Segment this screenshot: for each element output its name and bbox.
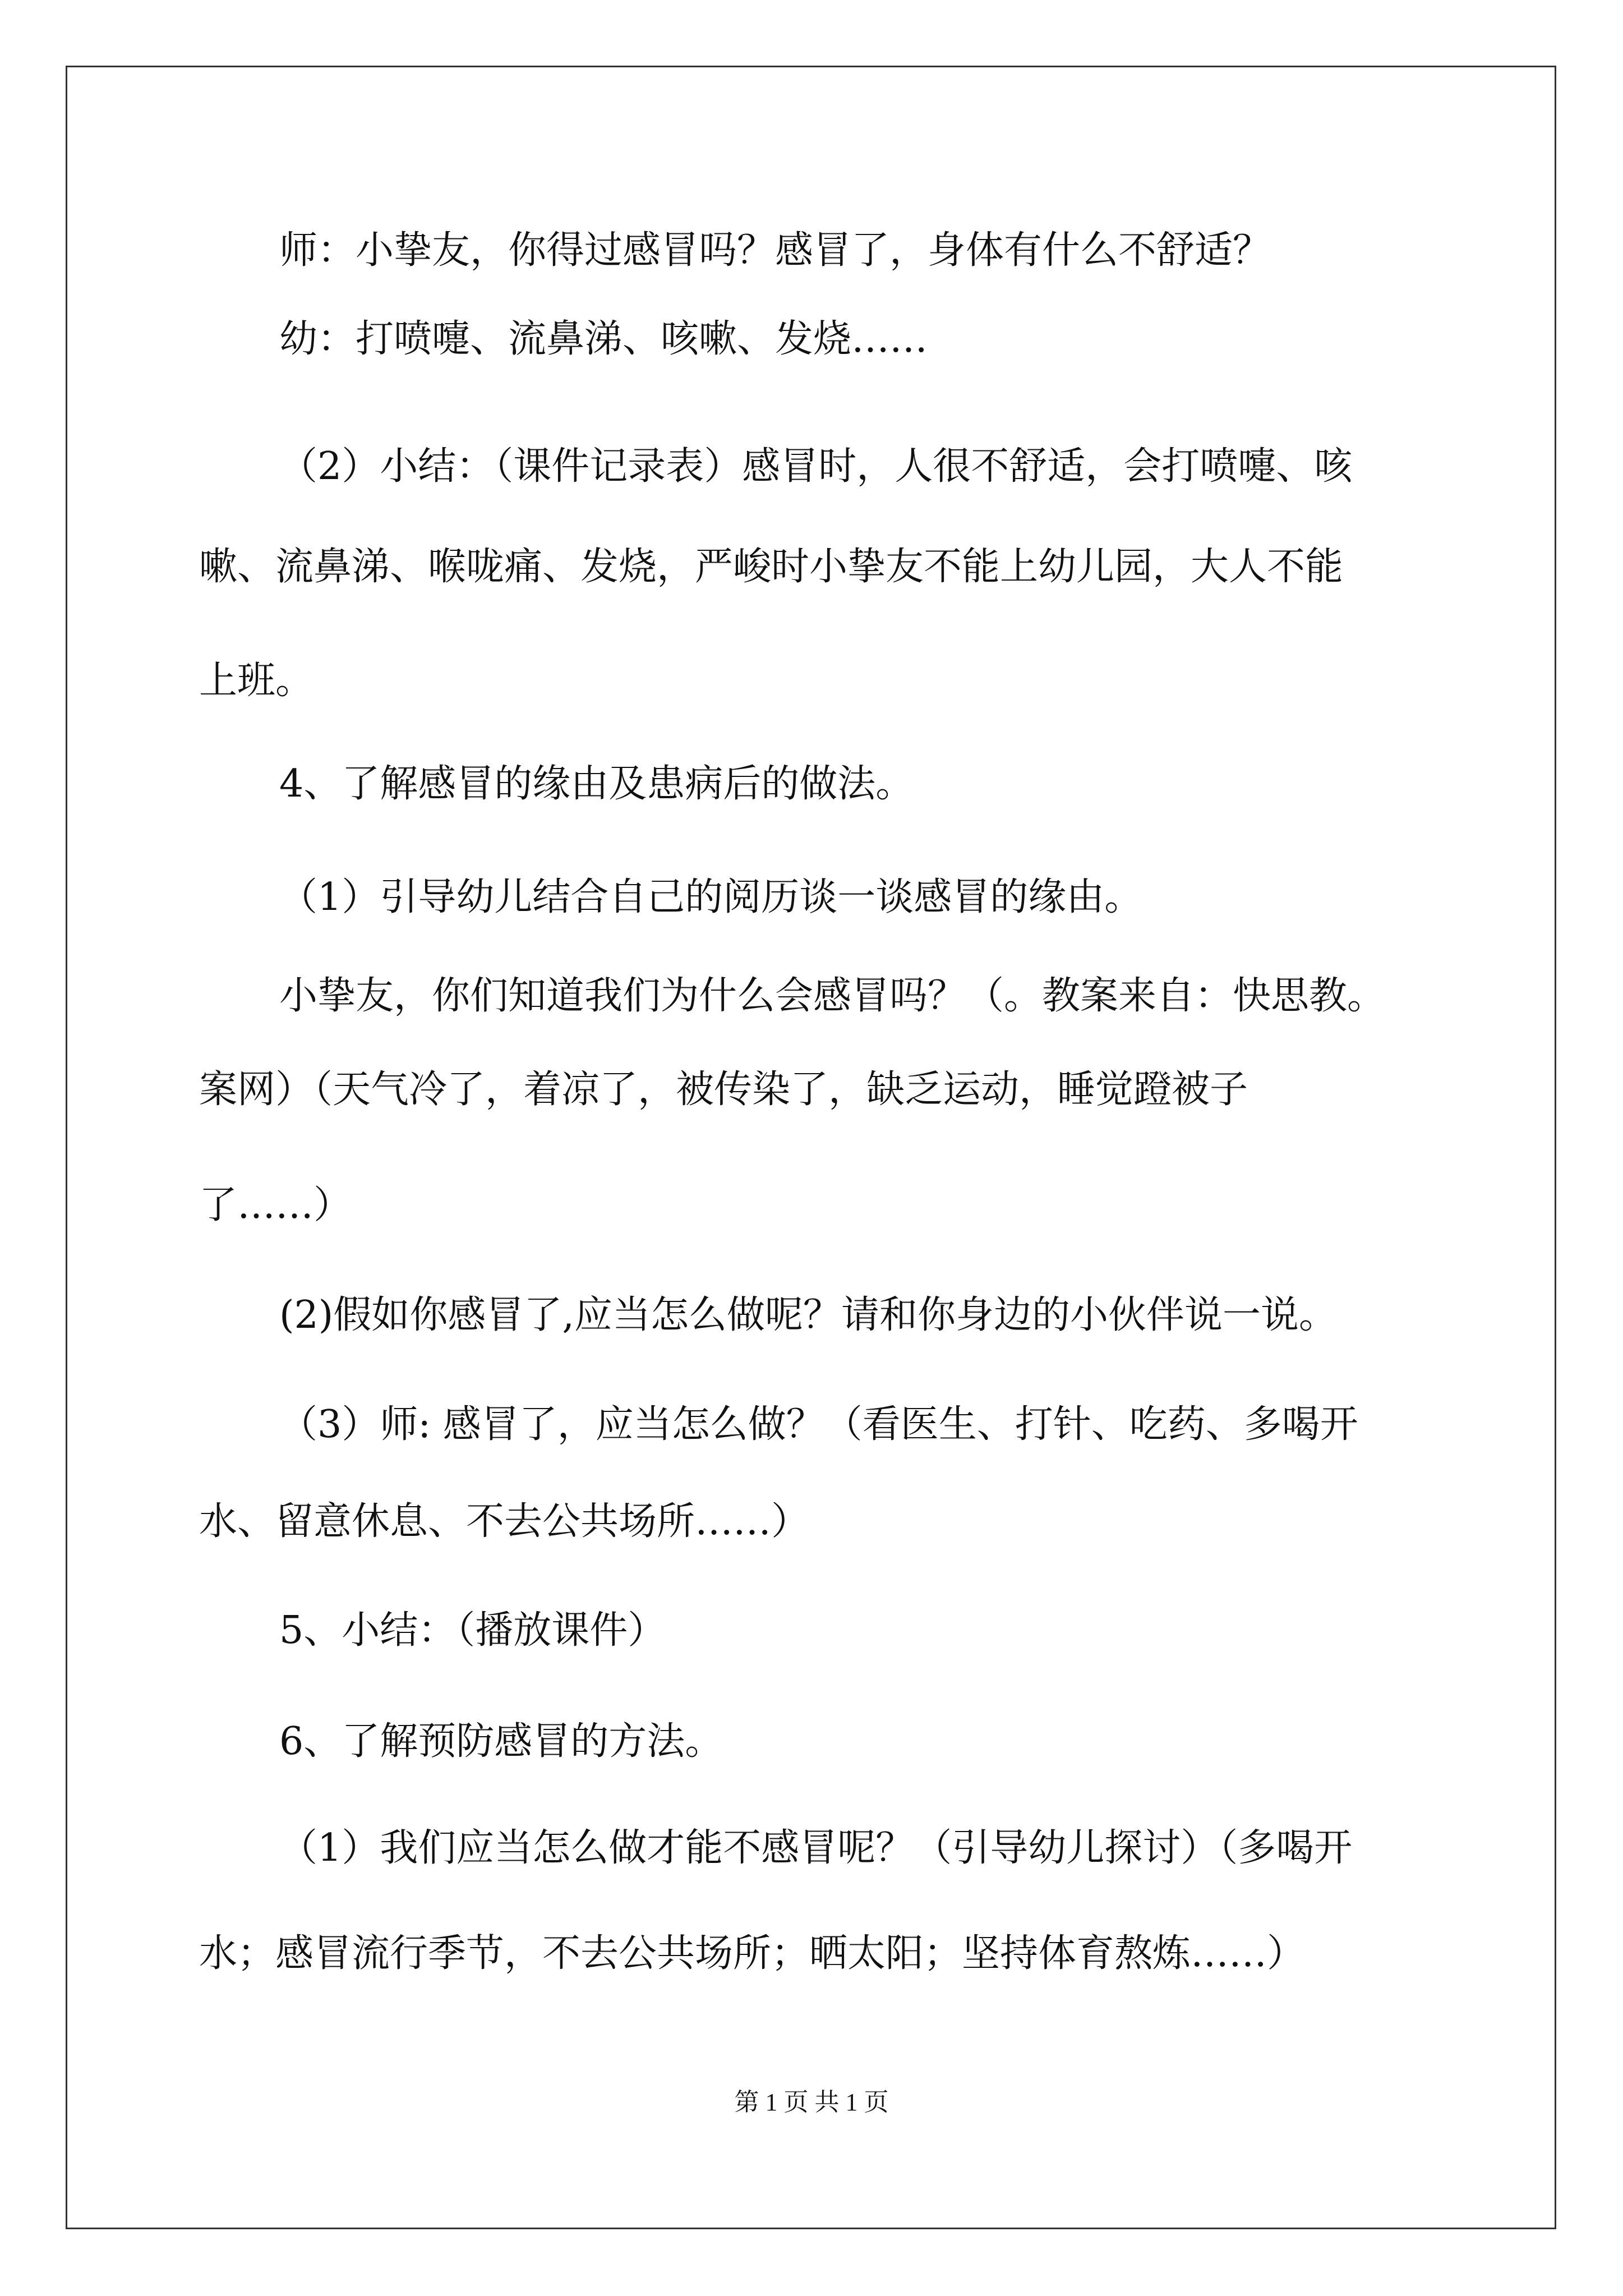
paragraph-line: 水、留意休息、不去公共场所……） xyxy=(199,1499,810,1544)
section-heading: 6、了解预防感冒的方法。 xyxy=(279,1719,723,1764)
paragraph-line: 幼：打喷嚏、流鼻涕、咳嗽、发烧…… xyxy=(279,317,928,361)
paragraph-line: 嗽、流鼻涕、喉咙痛、发烧，严峻时小挚友不能上幼儿园，大人不能 xyxy=(199,545,1344,589)
section-heading: 5、小结：（播放课件） xyxy=(279,1608,666,1653)
page-border xyxy=(66,66,1556,2229)
paragraph-line: 小挚友，你们知道我们为什么会感冒吗？（。教案来自：快思教。 xyxy=(279,974,1386,1018)
paragraph-line: 水；感冒流行季节，不去公共场所；晒太阳；坚持体育熬炼……） xyxy=(199,1931,1306,1976)
paragraph-line: （1）引导幼儿结合自己的阅历谈一谈感冒的缘由。 xyxy=(279,875,1143,919)
section-heading: 4、了解感冒的缘由及患病后的做法。 xyxy=(279,762,914,806)
paragraph-line: 师：小挚友，你得过感冒吗？感冒了，身体有什么不舒适？ xyxy=(279,228,1271,273)
page-footer: 第 1 页 共 1 页 xyxy=(734,2088,889,2116)
paragraph-line: （3）师: 感冒了，应当怎么做？（看医生、打针、吃药、多喝开 xyxy=(279,1402,1358,1447)
paragraph-line: 上班。 xyxy=(199,659,314,703)
paragraph-line: 案网）（天气冷了，着凉了，被传染了，缺乏运动，睡觉蹬被子 xyxy=(199,1068,1248,1112)
paragraph-line: (2)假如你感冒了,应当怎么做呢？请和你身边的小伙伴说一说。 xyxy=(279,1293,1337,1337)
paragraph-line: （2）小结：（课件记录表）感冒时，人很不舒适，会打喷嚏、咳 xyxy=(279,444,1353,489)
paragraph-line: 了……） xyxy=(199,1183,352,1227)
paragraph-line: （1）我们应当怎么做才能不感冒呢？（引导幼儿探讨）（多喝开 xyxy=(279,1826,1353,1870)
